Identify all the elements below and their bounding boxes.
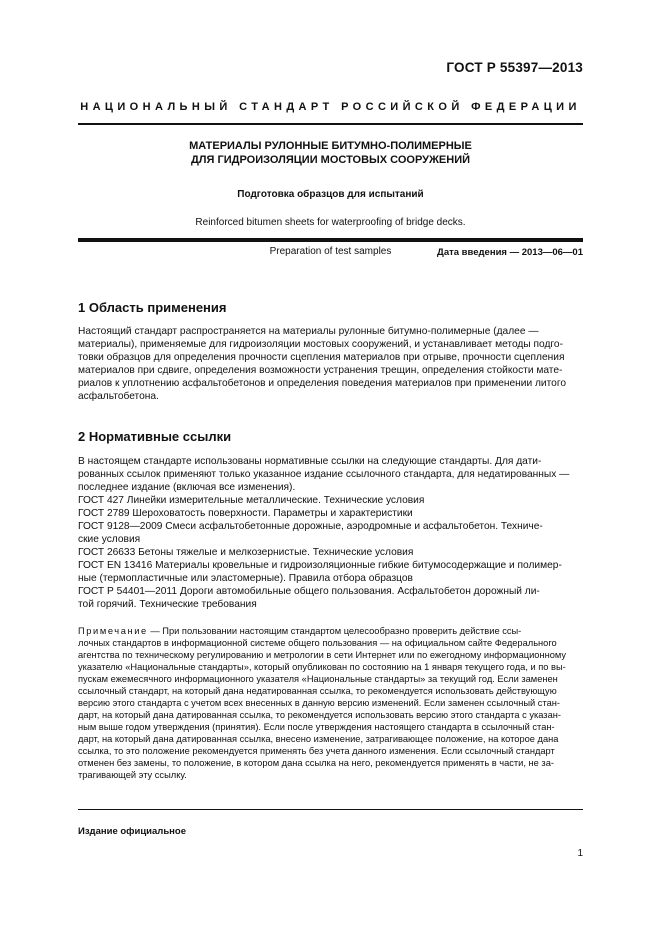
note-line: [78, 625, 583, 637]
reference-item: ГОСТ Р 54401—2011 Дороги автомобильные общего пользования. Асфальтобетон дорожный ли-: [78, 586, 540, 597]
note-line: ссылочный стандарт, на который дана недатированная ссылка, то рекомендуется использовать действующую: [78, 686, 557, 696]
note-line: ным выше годом утверждения (принятия). Если после утверждения настоящего стандарта в ссылочный стан-: [78, 722, 555, 732]
title-ru-line-2: ДЛЯ ГИДРОИЗОЛЯЦИИ МОСТОВЫХ СООРУЖЕНИЙ: [190, 154, 471, 166]
note-line: дарт, на который дана датированная ссылка, внесено изменение, затрагивающее положение, на которое дана: [78, 734, 559, 744]
subtitle-ru: Подготовка образцов для испытаний: [237, 189, 424, 200]
section-2-intro-line: рованных ссылок применяют только указанное издание ссылочного стандарта, для недатированных —: [78, 469, 570, 480]
note-line: лочных стандартов в информационной системе общего пользования — на официальном сайте Федерального: [78, 638, 557, 648]
reference-item: ГОСТ 427 Линейки измерительные металлические. Технические условия: [78, 495, 425, 506]
reference-item: ные (термопластичные или эластомерные). Правила отбора образцов: [78, 573, 413, 584]
reference-item: ГОСТ 26633 Бетоны тяжелые и мелкозернистые. Технические условия: [78, 547, 414, 558]
reference-item: ские условия: [78, 534, 141, 545]
footer-divider: [78, 809, 583, 810]
reference-item: ГОСТ 2789 Шероховатость поверхности. Параметры и характеристики: [78, 508, 413, 519]
reference-item: той горячий. Технические требования: [78, 599, 257, 610]
section-1-paragraph: [78, 325, 583, 403]
note-line: агентства по техническому регулированию и метрологии в сети Интернет или по ежегодному информационному: [78, 650, 567, 660]
section-1-line: Настоящий стандарт распространяется на материалы рулонные битумно-полимерные (далее —: [78, 326, 539, 337]
section-2-intro: [78, 455, 583, 494]
note-line: пускам ежемесячного информационного указателя «Национальные стандарты» за текущий год. Если заменен: [78, 674, 558, 684]
national-standard-heading: НАЦИОНАЛЬНЫЙ СТАНДАРТ РОССИЙСКОЙ ФЕДЕРАЦИИ: [80, 101, 581, 113]
top-divider: [78, 123, 583, 125]
section-2-intro-line: В настоящем стандарте использованы нормативные ссылки на следующие стандарты. Для дати-: [78, 456, 542, 467]
note-label: Примечание: [78, 626, 148, 636]
section-1-line: товки образцов для определения прочности сцепления материалов при отрыве, прочности сцепления: [78, 352, 565, 363]
title-divider: [78, 238, 583, 242]
section-2-heading: 2 Нормативные ссылки: [78, 429, 232, 444]
note-line: указателю «Национальные стандарты», который опубликован по состоянию на 1 января текущего года, и по вы-: [78, 662, 566, 672]
reference-note: [78, 625, 583, 781]
page-number: 1: [577, 848, 583, 859]
section-1-line: асфальтобетона.: [78, 391, 159, 402]
reference-item: ГОСТ 9128—2009 Смеси асфальтобетонные дорожные, аэродромные и асфальтобетон. Техниче-: [78, 521, 543, 532]
note-first-line: — При пользовании настоящим стандартом целесообразно проверить действие ссы-: [147, 626, 522, 636]
title-en-line-1: Reinforced bitumen sheets for waterproofing of bridge decks.: [195, 217, 466, 228]
intro-date: Дата введения — 2013—06—01: [437, 247, 583, 258]
title-ru-line-1: МАТЕРИАЛЫ РУЛОННЫЕ БИТУМНО-ПОЛИМЕРНЫЕ: [189, 140, 472, 152]
section-1-line: риалов к уплотнению асфальтобетонов и определения поведения материалов при применении литого: [78, 378, 567, 389]
note-line: трагивающей эту ссылку.: [78, 770, 187, 780]
section-1-line: материалы), применяемые для гидроизоляции мостовых сооружений, и устанавливает методы подго-: [78, 339, 563, 350]
reference-list: [78, 494, 583, 611]
gost-number: ГОСТ Р 55397—2013: [446, 60, 583, 75]
section-1-line: материалов при сдвиге, определения возможности устранения трещин, определения стойкости мате-: [78, 365, 563, 376]
note-line: ссылка, то это положение рекомендуется применять без учета данного изменения. Если ссылочный стандарт: [78, 746, 555, 756]
note-line: отменен без замены, то положение, в котором дана ссылка на него, рекомендуется применять в части, не за-: [78, 758, 554, 768]
title-en-line-2: Preparation of test samples: [269, 246, 392, 257]
section-2-intro-line: последнее издание (включая все изменения).: [78, 482, 296, 493]
section-1-heading: 1 Область применения: [78, 300, 227, 315]
reference-item: ГОСТ EN 13416 Материалы кровельные и гидроизоляционные гибкие битумосодержащие и полимер-: [78, 560, 562, 571]
edition-label: Издание официальное: [78, 826, 186, 837]
note-line: дарт, на который дана датированная ссылка, то рекомендуется использовать версию этого стандарта с указан-: [78, 710, 561, 720]
note-line: версию этого стандарта с учетом всех внесенных в данную версию изменений. Если заменен ссылочный стан-: [78, 698, 561, 708]
